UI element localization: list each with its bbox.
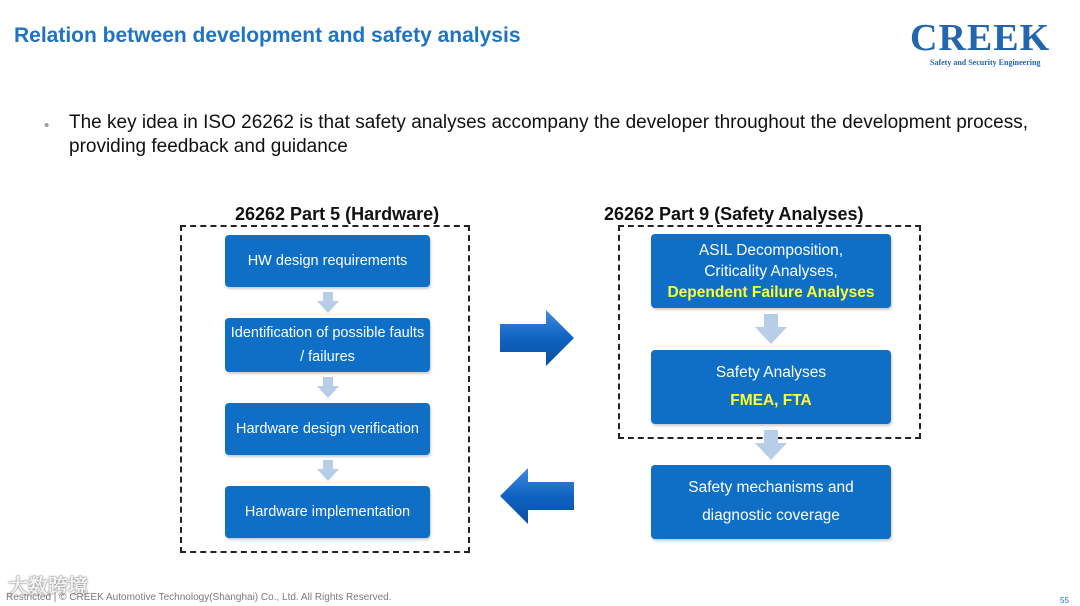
footer-copyright: Restricted | © CREEK Automotive Technology(Shanghai) Co., Ltd. All Rights Reserved. <box>6 592 392 603</box>
hw-step-4-label: Hardware implementation <box>244 504 411 520</box>
down-arrow-icon <box>317 377 339 399</box>
safety-mechanisms-box <box>651 465 891 539</box>
logo-name: CREEK <box>910 17 1051 59</box>
watermark: 大数跨境 <box>8 574 88 598</box>
creek-logo <box>910 17 1060 67</box>
down-arrow-icon <box>755 314 787 344</box>
safety-group-title: 26262 Part 9 (Safety Analyses) <box>604 204 864 224</box>
hw-step-2 <box>225 318 430 372</box>
asil-line-2: Criticality Analyses, <box>704 262 838 280</box>
asil-decomposition-box <box>651 234 891 308</box>
asil-line-1: ASIL Decomposition, <box>698 241 844 259</box>
down-arrow-icon <box>755 430 787 460</box>
slide-title: Relation between development and safety analysis <box>14 24 521 47</box>
logo-tagline: Safety and Security Engineering <box>930 58 1041 67</box>
left-arrow-icon <box>500 468 574 524</box>
right-arrow-icon <box>500 310 574 366</box>
hardware-group-title: 26262 Part 5 (Hardware) <box>235 204 440 224</box>
down-arrow-icon <box>317 460 339 482</box>
bullet-text: The key idea in ISO 26262 is that safety analyses accompany the developer throughout the development process, providing feedback and guidance <box>69 112 1029 157</box>
down-arrow-icon <box>317 292 339 314</box>
safety-analyses-box <box>651 350 891 424</box>
bullet-icon: • <box>44 117 50 134</box>
fmea-fta-highlight: FMEA, FTA <box>730 392 812 409</box>
hw-step-3 <box>225 403 430 455</box>
hw-step-2-label: Identification of possible faults / failures <box>230 325 425 365</box>
hw-step-1-label: HW design requirements <box>247 253 408 269</box>
page-number: 55 <box>1060 596 1069 605</box>
hw-step-1 <box>225 235 430 287</box>
hw-step-4 <box>225 486 430 538</box>
safety-analyses-line: Safety Analyses <box>715 364 827 381</box>
asil-highlight: Dependent Failure Analyses <box>667 283 875 301</box>
safety-mechanisms-label: Safety mechanisms and diagnostic coverage <box>688 479 854 524</box>
hw-step-3-label: Hardware design verification <box>236 421 419 437</box>
